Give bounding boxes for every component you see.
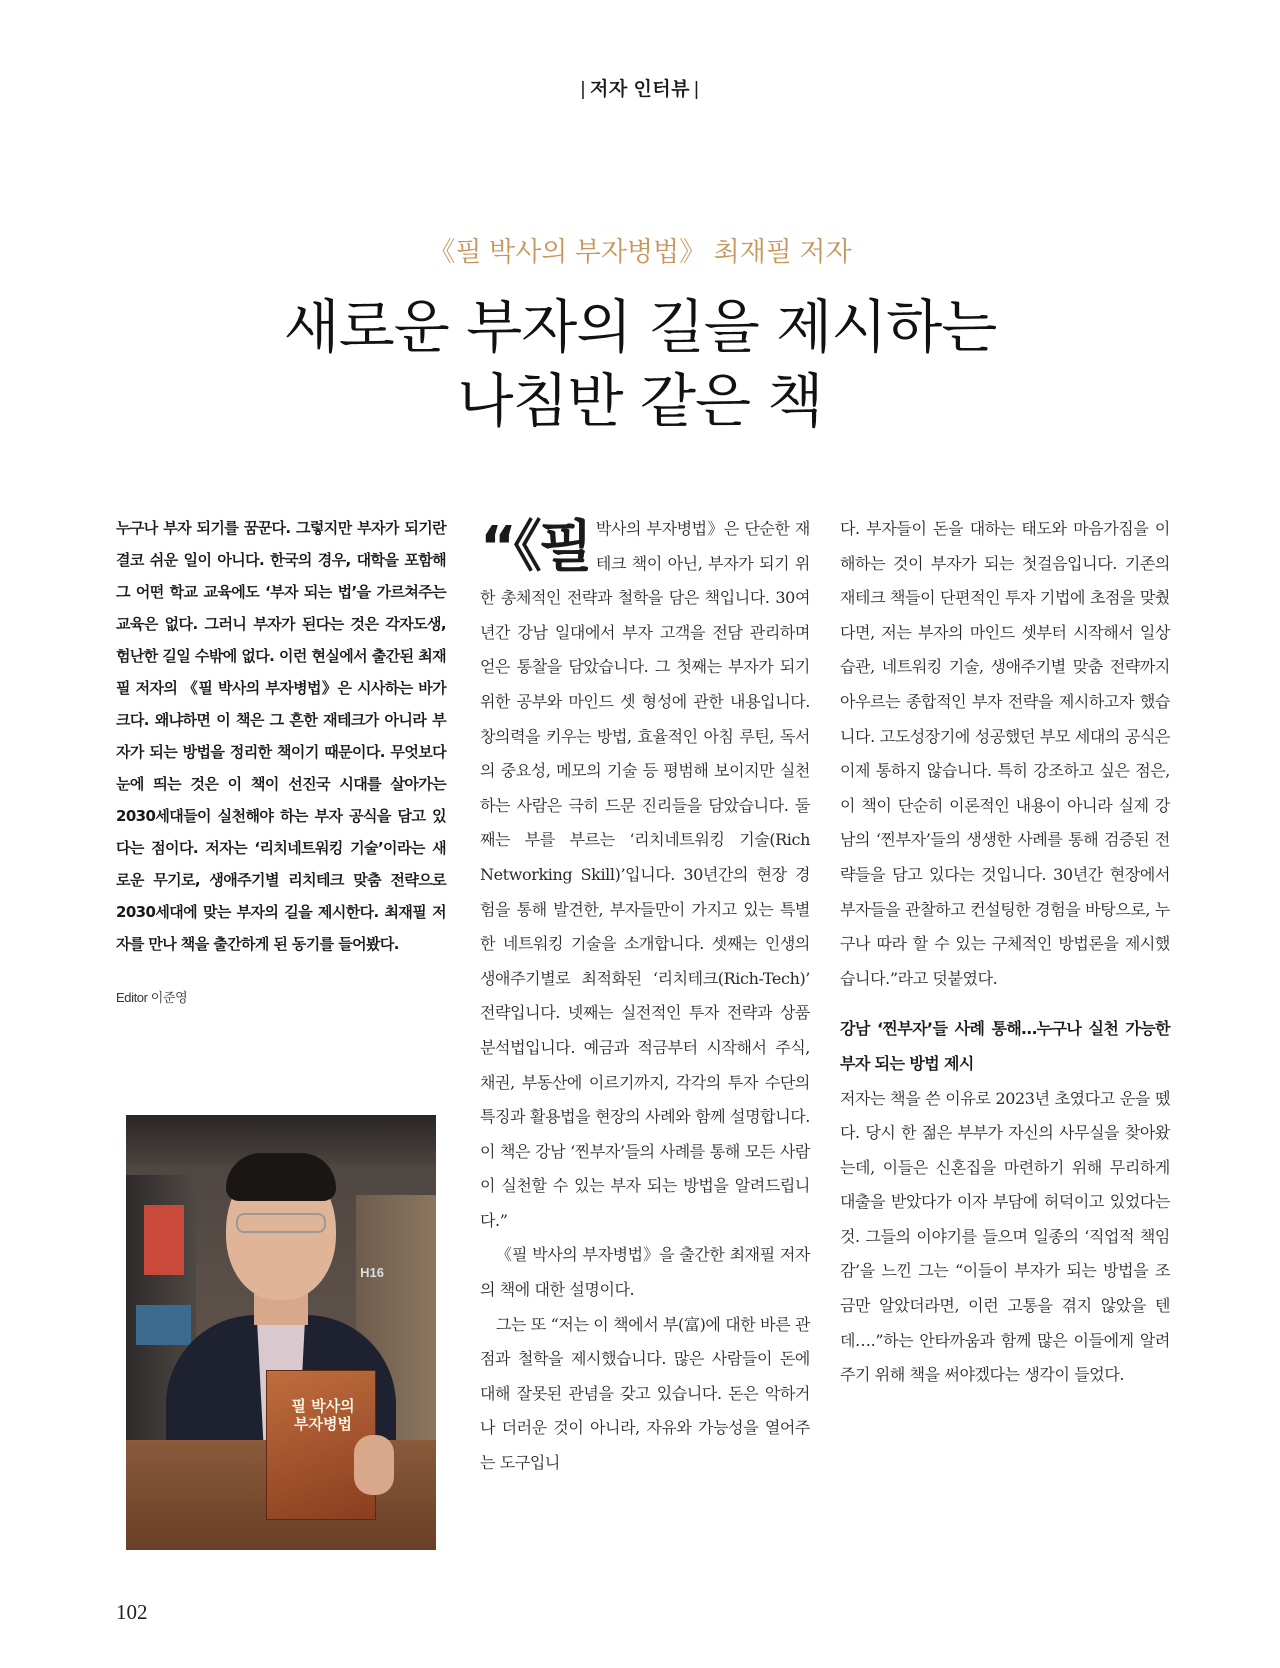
section-tag-label: 저자 인터뷰: [589, 79, 691, 100]
editor-label: Editor: [116, 990, 148, 1005]
photo-sign-red: [144, 1205, 184, 1275]
photo-book-title-line-1: 필 박사의: [291, 1397, 355, 1415]
article-subtitle: 《필 박사의 부자병법》 최재필 저자: [428, 237, 852, 267]
photo-shelf-label: H16: [360, 1265, 384, 1280]
photo-book-title-line-2: 부자병법: [294, 1415, 352, 1433]
headline-line-1: 새로운 부자의 길을 제시하는: [283, 293, 997, 361]
body-column-3: [840, 512, 1170, 1393]
column2-paragraph-2: 《필 박사의 부자병법》을 출간한 최재필 저자의 책에 대한 설명이다.: [480, 1245, 810, 1300]
author-photo: [126, 1115, 436, 1550]
section-subhead: 강남 ‘찐부자’들 사례 통해…누구나 실천 가능한 부자 되는 방법 제시: [840, 1019, 1170, 1073]
photo-hand: [354, 1435, 394, 1495]
section-tag-bar-right: |: [694, 79, 700, 100]
drop-cap: “《필: [480, 515, 590, 580]
column2-paragraph-1-text: 박사의 부자병법》은 단순한 재테크 책이 아닌, 부자가 되기 위한 총체적인 전략과 철학을 담은 책입니다. 30여 년간 강남 일대에서 부자 고객을 전담 관리하며 얻은 통찰을 담았습니다. 그 첫째는 부자가 되기 위한 공부와 마인드 셋 형성에 관한 내용입니다. 창의력을 키우는 방법, 효율적인 아침 루틴, 독서의 중요성, 메모의 기술 등 평범해 보이지만 실천하는 사람은 극히 드문 진리들을 담았습니다. 둘째는 부를 부르는 ‘리치네트워킹 기술(Rich Networking Skill)’입니다. 30년간의 현장 경험을 통해 발견한, 부자들만이 가지고 있는 특별한 네트워킹 기술을 소개합니다. 셋째는 인생의 생애주기별로 최적화된 ‘리치테크(Rich-Tech)’ 전략입니다. 넷째는 실전적인 투자 전략과 상품 분석법입니다. 예금과 적금부터 시작해서 주식, 채권, 부동산에 이르기까지, 각각의 투자 수단의 특징과 활용법을 현장의 사례와 함께 설명합니다. 이 책은 강남 ‘찐부자’들의 사례를 통해 모든 사람이 실천할 수 있는 부자 되는 방법을 알려드립니다.”: [480, 519, 810, 1230]
editor-name: 이준영: [150, 990, 188, 1005]
editor-credit: [116, 987, 187, 1006]
photo-person-hair: [226, 1153, 336, 1201]
headline-line-2: 나침반 같은 책: [457, 367, 823, 435]
body-column-2: [480, 512, 810, 1481]
page-number: 102: [116, 1600, 148, 1624]
section-tag: [0, 74, 1280, 101]
photo-glasses: [236, 1213, 326, 1233]
column3-paragraph-1: 다. 부자들이 돈을 대하는 태도와 마음가짐을 이해하는 것이 부자가 되는 첫걸음입니다. 기존의 재테크 책들이 단편적인 투자 기법에 초점을 맞췄다면, 저는 부자의 마인드 셋부터 시작해서 일상 습관, 네트워킹 기술, 생애주기별 맞춤 전략까지 아우르는 종합적인 부자 전략을 제시하고자 했습니다. 고도성장기에 성공했던 부모 세대의 공식은 이제 통하지 않습니다. 특히 강조하고 싶은 점은, 이 책이 단순히 이론적인 내용이 아니라 실제 강남의 ‘찐부자’들의 생생한 사례를 통해 검증된 전략들을 담고 있다는 것입니다. 30년간 현장에서 부자들을 관찰하고 컨설팅한 경험을 바탕으로, 누구나 따라 할 수 있는 구체적인 방법론을 제시했습니다.”라고 덧붙였다.: [840, 519, 1170, 988]
lead-paragraph: 누구나 부자 되기를 꿈꾼다. 그렇지만 부자가 되기란 결코 쉬운 일이 아니다. 한국의 경우, 대학을 포함해 그 어떤 학교 교육에도 ‘부자 되는 법’을 가르쳐주는 교육은 없다. 그러니 부자가 된다는 것은 각자도생, 험난한 길일 수밖에 없다. 이런 현실에서 출간된 최재필 저자의 《필 박사의 부자병법》은 시사하는 바가 크다. 왜냐하면 이 책은 그 흔한 재테크가 아니라 부자가 되는 방법을 정리한 책이기 때문이다. 무엇보다 눈에 띄는 것은 이 책이 선진국 시대를 살아가는 2030세대들이 실천해야 하는 부자 공식을 담고 있다는 점이다. 저자는 ‘리치네트워킹 기술’이라는 새로운 무기로, 생애주기별 리치테크 맞춤 전략으로 2030세대에 맞는 부자의 길을 제시한다. 최재필 저자를 만나 책을 출간하게 된 동기를 들어봤다.: [116, 519, 446, 953]
photo-sign-blue: [136, 1305, 191, 1345]
column2-paragraph-3: 그는 또 “저는 이 책에서 부(富)에 대한 바른 관점과 철학을 제시했습니다. 많은 사람들이 돈에 대해 잘못된 관념을 갖고 있습니다. 돈은 악하거나 더러운 것이 아니라, 자유와 가능성을 열어주는 도구입니: [480, 1314, 810, 1473]
article-headline: [0, 290, 1280, 438]
photo-book-title: [278, 1397, 368, 1433]
column2-paragraph-1: [480, 512, 810, 1238]
section-tag-bar-left: |: [580, 79, 586, 100]
column3-paragraph-2: 저자는 책을 쓴 이유로 2023년 초였다고 운을 뗐다. 당시 한 젊은 부부가 자신의 사무실을 찾아왔는데, 이들은 신혼집을 마련하기 위해 무리하게 대출을 받았다가 이자 부담에 허덕이고 있었다는 것. 그들의 이야기를 들으며 일종의 ‘직업적 책임감’을 느낀 그는 “이들이 부자가 되는 방법을 조금만 알았더라면, 이런 고통을 겪지 않았을 텐데….”하는 안타까움과 함께 많은 이들에게 알려 주기 위해 책을 써야겠다는 생각이 들었다.: [840, 1088, 1170, 1385]
